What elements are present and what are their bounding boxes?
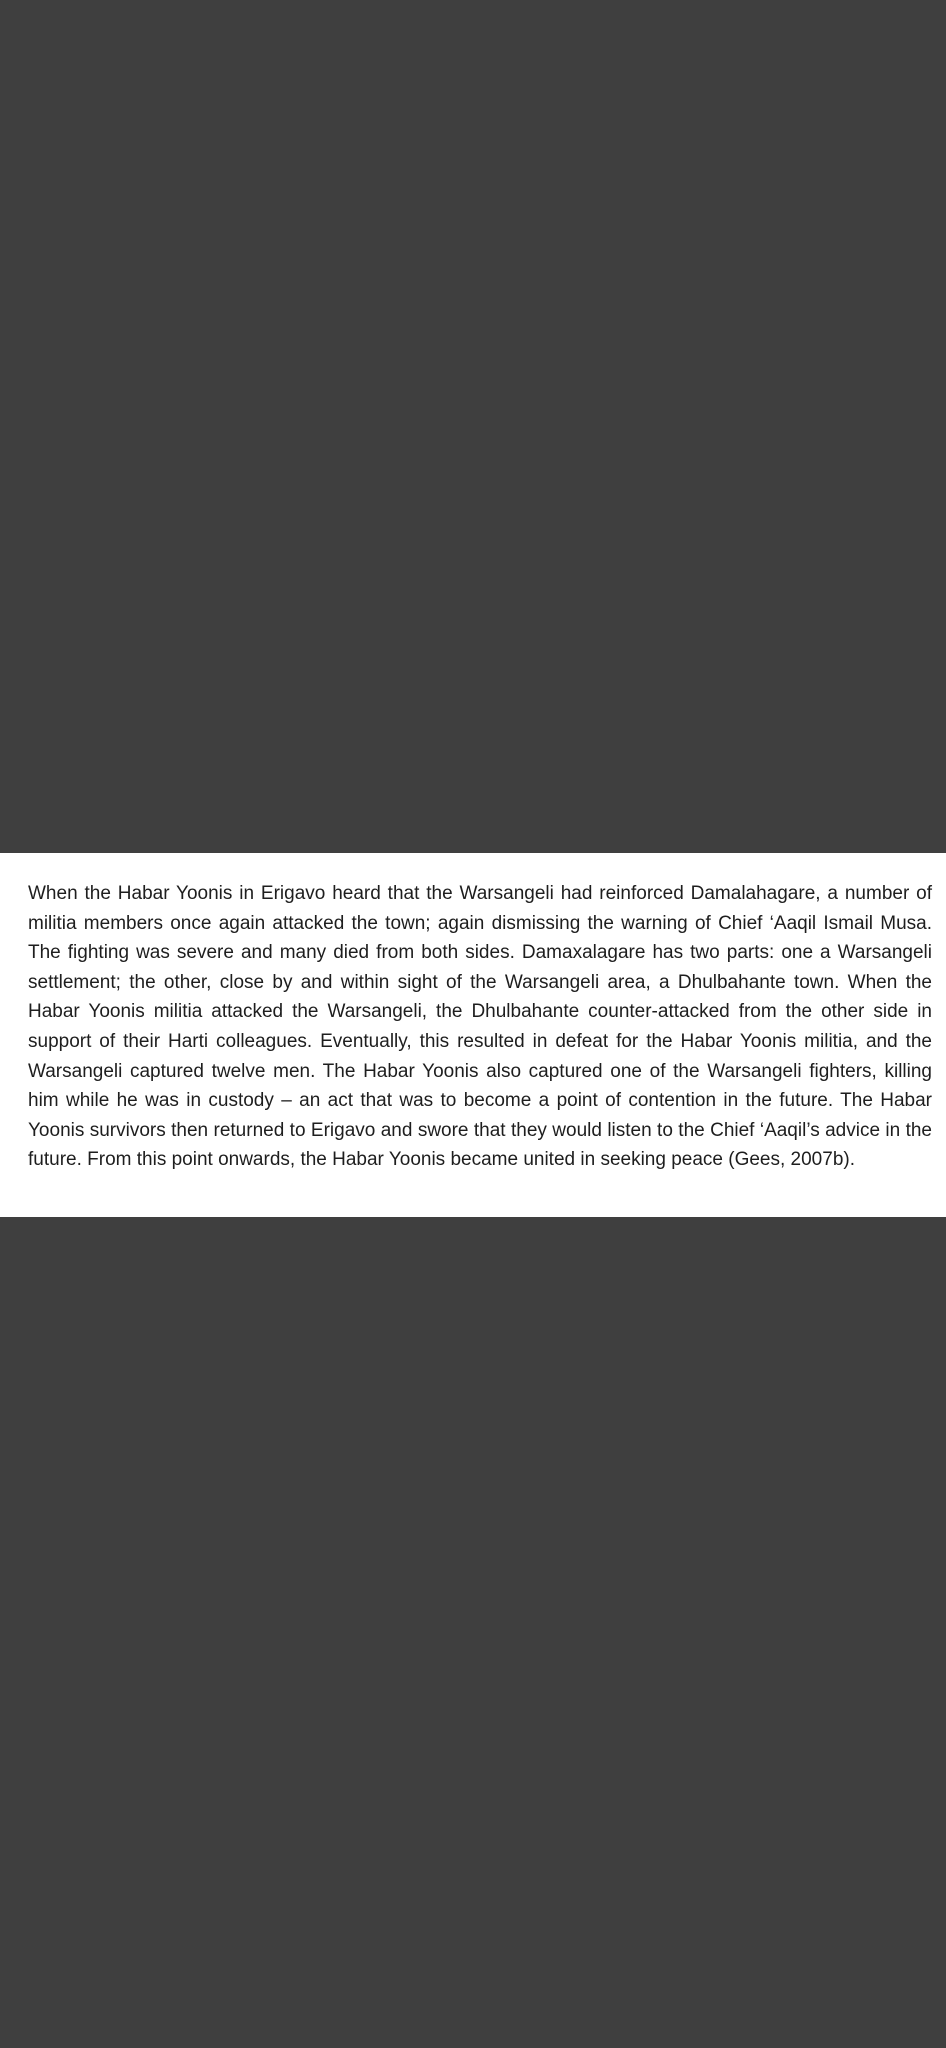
body-paragraph: When the Habar Yoonis in Erigavo heard that the Warsangeli had reinforced Damalahagare, a number of militia members once again attacked the town; again dismissing the warning of Chief ‘Aaqil Ismail Musa. The fighting was severe and many died from both sides. Damaxalagare has two parts: one a Warsangeli settlement; the other, close by and within sight of the Warsangeli area, a Dhulbahante town. When the Habar Yoonis militia attacked the Warsangeli, the Dhulbahante counter-attacked from the other side in support of their Harti colleagues. Eventually, this resulted in defeat for the Habar Yoonis militia, and the Warsangeli captured twelve men. The Habar Yoonis also captured one of the Warsangeli fighters, killing him while he was in custody – an act that was to become a point of contention in the future. The Habar Yoonis survivors then returned to Erigavo and swore that they would listen to the Chief ‘Aaqil’s advice in the future. From this point onwards, the Habar Yoonis became united in seeking peace (Gees, 2007b). bbox=[28, 883, 932, 1171]
document-page-crop bbox=[0, 853, 946, 1217]
cropped-next-line bbox=[28, 1203, 932, 1217]
